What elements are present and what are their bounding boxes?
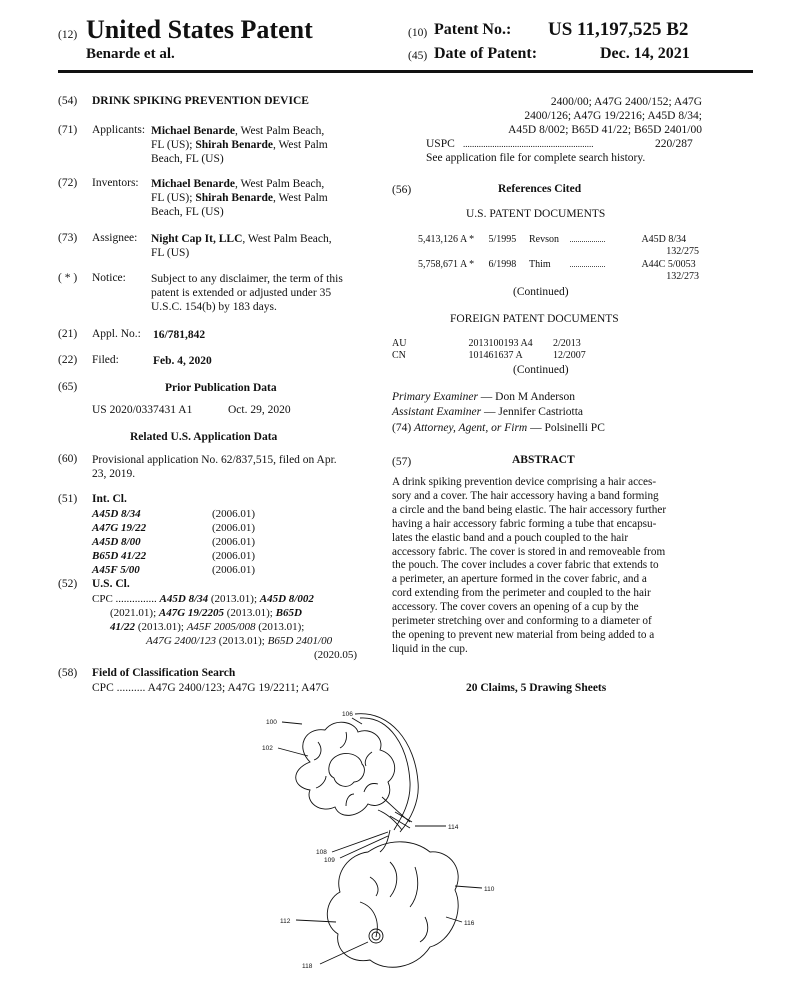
notice-label: Notice: (92, 272, 126, 284)
int-class-year: (2006.01) (212, 550, 256, 562)
code-65: (65) (58, 381, 78, 393)
continued-1: (Continued) (513, 286, 569, 298)
provisional-block (92, 453, 377, 481)
cpc-class: A47G 2400/123 (146, 635, 216, 647)
inventors-block (151, 177, 376, 219)
applicant-line2: FL (US); (151, 139, 196, 151)
code-12: (12) (58, 29, 78, 41)
scrunchie-fold (314, 732, 378, 806)
code-56: (56) (392, 184, 412, 196)
int-class-code: A45D 8/00 (92, 536, 141, 548)
abstract-line: the opening to prevent new material from being added to a (392, 628, 655, 641)
foreign-number: 2013100193 A4 (468, 338, 533, 349)
applicant-2-name: Shirah Benarde (195, 139, 273, 151)
abstract-line: lates the elastic band and a pouch coupled to the hair (392, 531, 629, 544)
code-74: (74) (392, 422, 412, 434)
field-cont-line: A45D 8/002; B65D 41/22; B65D 2401/00 (508, 124, 702, 136)
claims-count: 20 Claims, 5 Drawing Sheets (466, 682, 607, 694)
label-114: 114 (448, 824, 459, 831)
uspc-value: 220/287 (655, 138, 693, 150)
abstract-line: accessory. The cover covers an opening of a cup by the (392, 601, 639, 614)
abstract-body (392, 476, 700, 657)
references-heading: References Cited (498, 183, 582, 195)
label-109: 109 (324, 857, 335, 864)
ref-date: 6/1998 (488, 259, 517, 270)
foreign-docs-heading: FOREIGN PATENT DOCUMENTS (450, 313, 619, 325)
cpc-class: B65D (275, 607, 302, 619)
cpc-year: (2013.01); (223, 607, 276, 619)
ref-class: A45D 8/34 (641, 234, 687, 245)
patent-no-label: Patent No.: (434, 21, 512, 38)
int-class-row (92, 549, 372, 563)
cover-folds (360, 862, 428, 942)
provisional-line2: 23, 2019. (92, 468, 136, 480)
ref-date: 5/1995 (488, 234, 517, 245)
foreign-date: 2/2013 (553, 338, 581, 349)
uspc-label: USPC (426, 138, 455, 150)
label-118: 118 (302, 963, 313, 970)
assignee-name: Night Cap It, LLC (151, 233, 243, 245)
inventor-1-loc: , West Palm Beach, (235, 178, 325, 190)
cpc-dots: ............... (115, 593, 157, 605)
patent-drawing (250, 702, 510, 988)
assistant-name: — Jennifer Castriotta (481, 406, 584, 418)
int-class-code: A47G 19/22 (92, 522, 147, 534)
foreign-reference-row (392, 350, 677, 362)
attorney-label: Attorney, Agent, or Firm (414, 422, 528, 434)
header-rule (58, 70, 753, 73)
int-class-year: (2006.01) (212, 564, 256, 576)
cpc-year: (2021.01); (110, 607, 159, 619)
foreign-number: 101461637 A (468, 350, 523, 361)
abstract-line: a perimeter, an aperture formed in the cover fabric, and a (392, 573, 647, 586)
primary-name: — Don M Anderson (477, 391, 576, 403)
code-54: (54) (58, 95, 78, 107)
ref-number: 5,758,671 A * (418, 259, 475, 270)
abstract-heading: ABSTRACT (512, 454, 575, 466)
code-22: (22) (58, 354, 78, 366)
us-cl-label: U.S. Cl. (92, 578, 130, 590)
notice-line1: Subject to any disclaimer, the term of this (151, 273, 343, 285)
filed-date: Feb. 4, 2020 (153, 355, 212, 367)
code-10: (10) (408, 27, 428, 39)
label-106: 106 (342, 711, 353, 718)
cpc-year: (2013.01); (208, 593, 260, 605)
code-52: (52) (58, 578, 78, 590)
prior-pub-date: Oct. 29, 2020 (228, 404, 291, 416)
us-reference-row (418, 234, 703, 258)
scrunchie-inner (329, 753, 365, 786)
ref-number: 5,413,126 A * (418, 234, 475, 245)
cpc-block (92, 592, 377, 662)
abstract-line: cord extending from the perimeter and coupled to the hair (392, 587, 651, 600)
applicant-line3: Beach, FL (US) (151, 153, 224, 165)
appl-number: 16/781,842 (153, 329, 206, 341)
foreign-country: AU (392, 338, 407, 349)
inventor-1-name: Michael Benarde (151, 178, 235, 190)
ref-class: A44C 5/0053 (641, 259, 696, 270)
assistant-examiner (392, 405, 583, 419)
patent-number: US 11,197,525 B2 (548, 19, 689, 40)
cpc-class: A45D 8/34 (159, 593, 209, 605)
code-60: (60) (58, 453, 78, 465)
appl-label: Appl. No.: (92, 328, 141, 340)
assignee-line2: FL (US) (151, 247, 190, 259)
date-label: Date of Patent: (434, 45, 538, 62)
code-73: (73) (58, 232, 78, 244)
code-21: (21) (58, 328, 78, 340)
assignee-label: Assignee: (92, 232, 138, 244)
patent-title-heading: United States Patent (86, 15, 313, 44)
prior-pub-heading: Prior Publication Data (165, 382, 277, 394)
primary-label: Primary Examiner (392, 391, 478, 403)
scrunchie-outline (296, 722, 395, 815)
prior-pub-number: US 2020/0337431 A1 (92, 404, 193, 416)
attorney (392, 421, 605, 435)
int-class-row (92, 535, 372, 549)
continued-2: (Continued) (513, 364, 569, 376)
cpc-class: B65D 2401/00 (267, 635, 333, 647)
abstract-line: accessory fabric. The cover is stored in and removeable from (392, 545, 666, 558)
abstract-line: A drink spiking prevention device comprising a hair acces- (392, 476, 657, 488)
int-class-row (92, 507, 372, 521)
us-docs-heading: U.S. PATENT DOCUMENTS (466, 208, 606, 220)
code-51: (51) (58, 493, 78, 505)
uspc-dots: .......................................................... (463, 139, 594, 149)
inventor-line3: Beach, FL (US) (151, 206, 224, 218)
int-class-code: B65D 41/22 (92, 550, 147, 562)
abstract-line: the pouch. The cover includes a cover fabric that extends to (392, 559, 659, 572)
int-class-code: A45D 8/34 (92, 508, 141, 520)
provisional-line1: Provisional application No. 62/837,515, filed on Apr. (92, 454, 337, 466)
invention-title: DRINK SPIKING PREVENTION DEVICE (92, 95, 309, 107)
foreign-reference-row (392, 338, 677, 350)
cpc-class: A47G 19/2205 (158, 607, 224, 619)
label-100: 100 (266, 719, 277, 726)
applicants-block (151, 124, 376, 166)
cpc-year: (2013.01); (215, 635, 268, 647)
notice-block (151, 272, 376, 314)
cpc-label: CPC (92, 593, 113, 605)
cpc-class: A45F 2005/008 (186, 621, 256, 633)
field-search-continued (420, 95, 702, 137)
label-110: 110 (484, 886, 495, 893)
abstract-line: having a hair accessory fabric forming a tube that encapsu- (392, 517, 657, 530)
assignee-loc: , West Palm Beach, (242, 233, 332, 245)
primary-examiner (392, 390, 575, 404)
notice-line2: patent is extended or adjusted under 35 (151, 287, 332, 299)
applicant-1-name: Michael Benarde (151, 125, 235, 137)
int-class-row (92, 563, 372, 577)
ref-dots: .................. (569, 260, 606, 269)
code-notice: ( * ) (58, 272, 78, 284)
label-112: 112 (280, 918, 291, 925)
foreign-country: CN (392, 350, 406, 361)
ref-class-2: 132/275 (666, 246, 699, 257)
int-cl-label: Int. Cl. (92, 493, 127, 505)
cpc-year: (2013.01); (255, 621, 305, 633)
code-57: (57) (392, 456, 412, 468)
us-reference-row (418, 259, 703, 283)
related-heading: Related U.S. Application Data (130, 431, 278, 443)
attorney-name: — Polsinelli PC (527, 422, 605, 434)
cpc-year: (2013.01); (135, 621, 187, 633)
field-search-label: Field of Classification Search (92, 667, 236, 679)
abstract-line: a circle and the band being elastic. The hair accessory further (392, 503, 667, 516)
code-71: (71) (58, 124, 78, 136)
foreign-date: 12/2007 (553, 350, 586, 361)
patent-date: Dec. 14, 2021 (600, 45, 690, 62)
int-class-year: (2006.01) (212, 508, 256, 520)
field-search-cpc: CPC .......... A47G 2400/123; A47G 19/2211; A47G (92, 682, 330, 694)
ref-dots: .................. (569, 235, 606, 244)
label-108: 108 (316, 849, 327, 856)
abstract-line: perimeter stretching over and conforming to a diameter of (392, 615, 652, 628)
inventor-2-loc: , West Palm (272, 192, 328, 204)
field-cont-line: 2400/126; A47G 19/2216; A45D 8/34; (524, 110, 702, 122)
code-45: (45) (408, 50, 428, 62)
label-116: 116 (464, 920, 475, 927)
inventor-short: Benarde et al. (86, 46, 175, 62)
ref-name: Thim (529, 259, 551, 270)
applicant-1-loc: , West Palm Beach, (235, 125, 325, 137)
filed-label: Filed: (92, 354, 119, 366)
int-class-code: A45F 5/00 (92, 564, 140, 576)
applicant-2-loc: , West Palm (272, 139, 328, 151)
abstract-line: sory and a cover. The hair accessory having a band forming (392, 489, 659, 502)
inventors-label: Inventors: (92, 177, 139, 189)
label-102: 102 (262, 745, 273, 752)
cover-outline (327, 842, 458, 967)
assistant-label: Assistant Examiner (392, 406, 482, 418)
cpc-year: (2020.05) (314, 649, 358, 661)
assignee-block (151, 232, 376, 260)
applicants-label: Applicants: (92, 124, 146, 136)
cpc-class: A45D 8/002 (259, 593, 314, 605)
code-72: (72) (58, 177, 78, 189)
see-application: See application file for complete search history. (426, 152, 646, 164)
abstract-line: liquid in the cup. (392, 642, 468, 655)
notice-line3: U.S.C. 154(b) by 183 days. (151, 301, 277, 313)
ref-class-2: 132/273 (666, 271, 699, 282)
field-cont-line: 2400/00; A47G 2400/152; A47G (550, 96, 702, 108)
inventor-2-name: Shirah Benarde (195, 192, 273, 204)
cpc-class: 41/22 (110, 621, 136, 633)
int-class-row (92, 521, 372, 535)
inventor-line2: FL (US); (151, 192, 196, 204)
code-58: (58) (58, 667, 78, 679)
int-class-year: (2006.01) (212, 522, 256, 534)
int-class-year: (2006.01) (212, 536, 256, 548)
ref-name: Revson (529, 234, 559, 245)
